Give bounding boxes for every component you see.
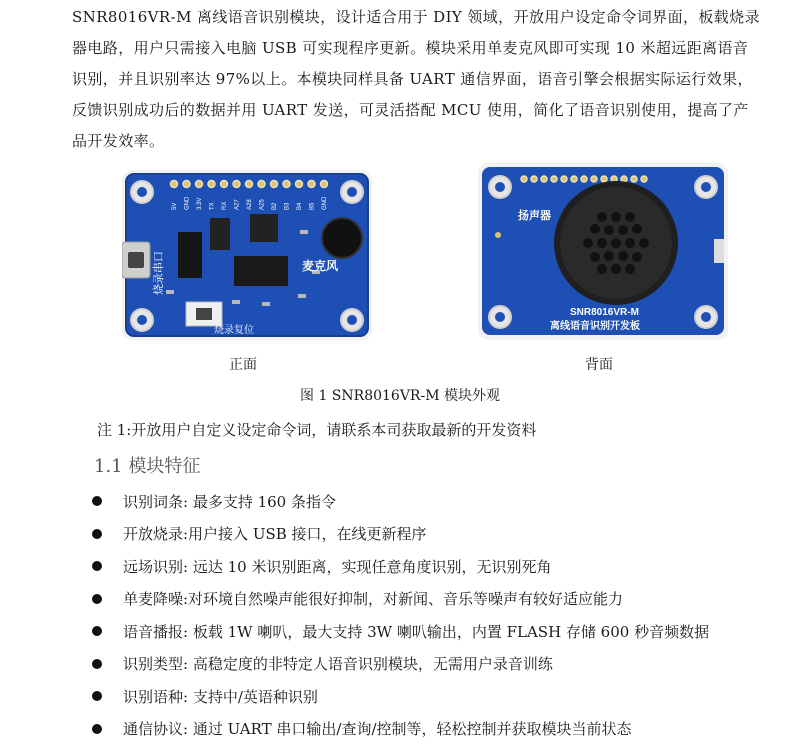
bullet-icon [92, 724, 102, 734]
header-pin [308, 181, 315, 188]
pin-label: A28 [247, 199, 253, 210]
front-label-port: 烧录串口 [152, 251, 165, 295]
back-label-model: SNR8016VR-M [570, 307, 639, 318]
back-board-photo [478, 163, 728, 340]
header-pin [296, 181, 303, 188]
feature-text: 单麦降噪:对环境自然噪声能很好抑制，对新闻、音乐等噪声有较好适应能力 [123, 590, 624, 609]
figure-caption: 图 1 SNR8016VR-M 模块外观 [300, 388, 500, 404]
pin-label: TX [209, 202, 216, 210]
pin-label: A25 [259, 199, 266, 210]
section-title: 1.1 模块特征 [94, 456, 201, 477]
list-item [92, 518, 709, 551]
back-label-subtitle: 离线语音识别开发板 [550, 321, 640, 332]
bullet-icon [92, 561, 102, 571]
header-pin [171, 181, 178, 188]
list-item [92, 680, 709, 713]
intro-paragraph: SNR8016VR-M 离线语音识别模块，设计适合用于 DIY 领域，开放用户设定命令词界面，板载烧录器电路，用户只需接入电脑 USB 可实现程序更新。模块采用单麦克风即可实现 10 米超远距离语音识别，并且识别率达 97%以上。本模块同样具备 UART 通信界面，语音引擎会根据实际运行效果，反馈识别成功后的数据并用 UART 发送，可灵活搭配 MCU 使用，简化了语音识别使用，提高了产品开发效率。 [72, 8, 760, 150]
feature-text: 识别语种: 支持中/英语种识别 [123, 687, 318, 706]
header-pin [233, 181, 240, 188]
list-item [92, 583, 709, 616]
bullet-icon [92, 594, 102, 604]
feature-text: 远场识别: 远达 10 米识别距离，实现任意角度识别，无识别死角 [123, 557, 552, 576]
header-pin [183, 181, 190, 188]
header-pin [283, 181, 290, 188]
front-label-mic: 麦克风 [302, 259, 339, 273]
pin-label: B5 [309, 202, 316, 210]
feature-text: 识别词条: 最多支持 160 条指令 [123, 492, 336, 511]
pin-label: 5V [172, 202, 178, 210]
header-pin [258, 181, 265, 188]
feature-text: 识别类型: 高稳定度的非特定人语音识别模块，无需用户录音训练 [123, 655, 553, 674]
pin-label: B3 [284, 202, 291, 210]
bullet-icon [92, 496, 102, 506]
pin-label: A27 [234, 199, 241, 210]
header-pin [196, 181, 203, 188]
caption-front: 正面 [229, 357, 257, 373]
header-pin [321, 181, 328, 188]
list-item [92, 485, 709, 518]
front-board-photo [122, 170, 372, 340]
feature-list [92, 485, 709, 745]
pin-label: GND [184, 196, 191, 210]
feature-text: 通信协议: 通过 UART 串口输出/查询/控制等，轻松控制并获取模块当前状态 [123, 720, 632, 739]
note-text: 注 1:开放用户自定义设定命令词，请联系本司获取最新的开发资料 [97, 421, 537, 439]
list-item [92, 550, 709, 583]
pin-label: B2 [272, 202, 278, 210]
pin-label: RX [222, 201, 228, 210]
bullet-icon [92, 529, 102, 539]
pin-label: 3.3V [197, 197, 203, 210]
pin-label: B4 [297, 202, 303, 210]
header-pin [208, 181, 215, 188]
bullet-icon [92, 659, 102, 669]
list-item [92, 648, 709, 681]
header-pin [221, 181, 228, 188]
back-label-speaker: 扬声器 [518, 209, 551, 222]
feature-text: 开放烧录:用户接入 USB 接口，在线更新程序 [123, 525, 427, 544]
bullet-icon [92, 691, 102, 701]
header-pin [271, 181, 278, 188]
pin-label: GND [322, 196, 328, 210]
feature-text: 语音播报: 板载 1W 喇叭，最大支持 3W 喇叭输出，内置 FLASH 存储 600 秒音频数据 [123, 622, 710, 641]
header-pin [246, 181, 253, 188]
list-item [92, 713, 709, 746]
front-label-reset: 烧录复位 [214, 325, 254, 336]
bullet-icon [92, 626, 102, 636]
list-item [92, 615, 709, 648]
caption-back: 背面 [585, 357, 613, 373]
